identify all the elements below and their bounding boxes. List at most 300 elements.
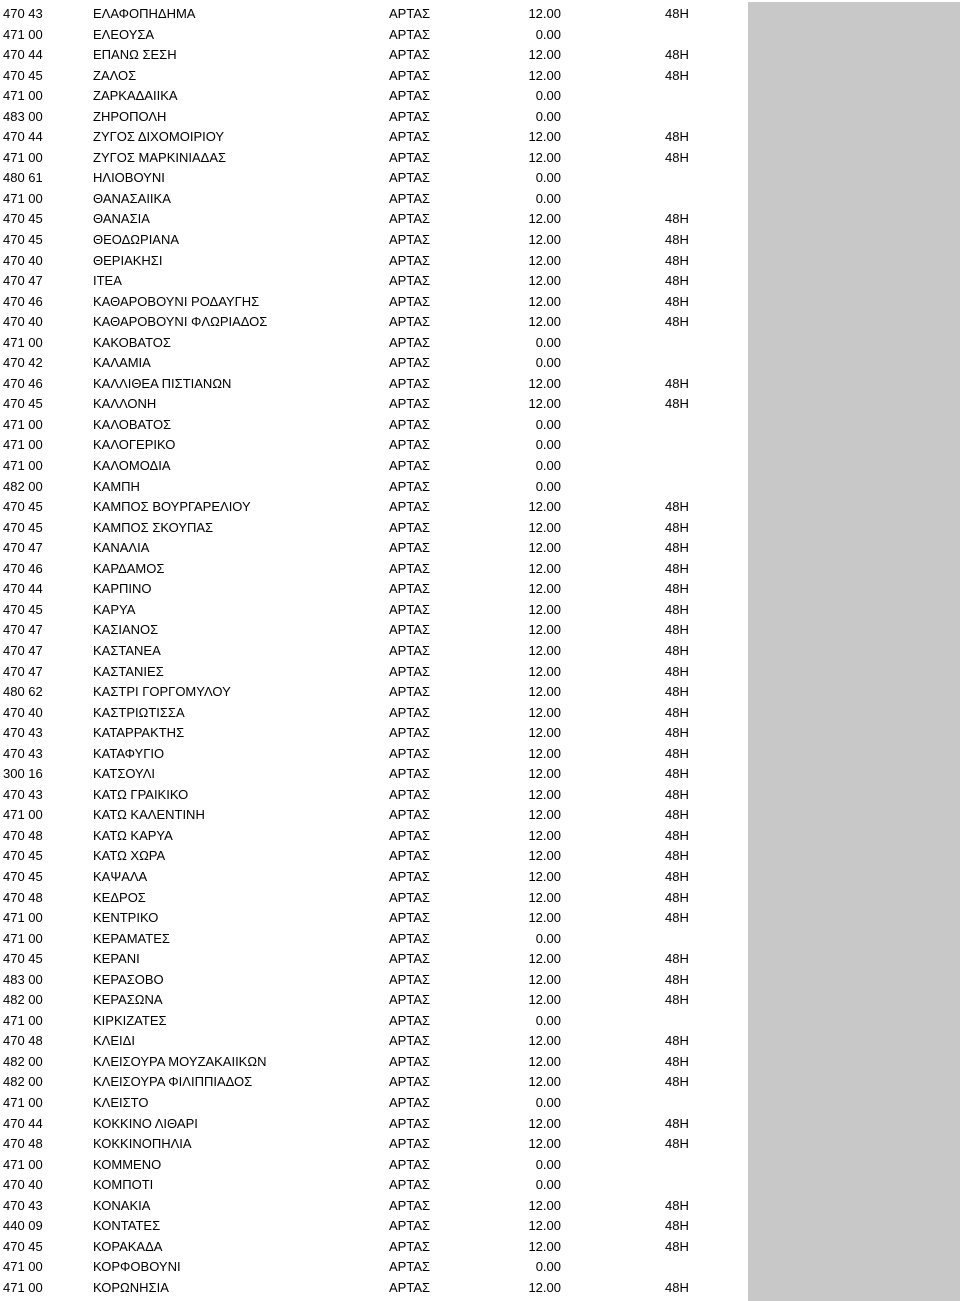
table-row xyxy=(0,1093,746,1114)
delivery-time-cell: 48Η xyxy=(665,273,689,289)
prefecture-cell: ΑΡΤΑΣ xyxy=(389,560,431,576)
prefecture-cell: ΑΡΤΑΣ xyxy=(389,129,431,145)
delivery-time-cell: 48Η xyxy=(665,314,689,330)
place-name-cell: ΚΟΝΑΚΙΑ xyxy=(93,1197,151,1213)
postal-code-cell: 300 16 xyxy=(3,766,43,782)
place-name-cell: ΚΑΛΑΜΙΑ xyxy=(93,355,151,371)
postal-code-cell: 470 44 xyxy=(3,47,43,63)
place-name-cell: ΚΟΚΚΙΝΟΠΗΛΙΑ xyxy=(93,1136,192,1152)
delivery-time-cell: 48Η xyxy=(665,951,689,967)
table-row xyxy=(0,805,746,826)
delivery-time-cell: 48Η xyxy=(665,766,689,782)
place-name-cell: ΚΑΝΑΛΙΑ xyxy=(93,540,150,556)
postal-code-cell: 471 00 xyxy=(3,1279,43,1295)
price-cell: 12.00 xyxy=(528,642,561,658)
price-cell: 12.00 xyxy=(528,499,561,515)
side-panel xyxy=(748,2,960,1301)
prefecture-cell: ΑΡΤΑΣ xyxy=(389,1033,431,1049)
postal-code-cell: 470 43 xyxy=(3,1197,43,1213)
price-cell: 12.00 xyxy=(528,601,561,617)
price-cell: 12.00 xyxy=(528,47,561,63)
prefecture-cell: ΑΡΤΑΣ xyxy=(389,232,431,248)
postal-code-cell: 470 43 xyxy=(3,786,43,802)
price-cell: 12.00 xyxy=(528,149,561,165)
prefecture-cell: ΑΡΤΑΣ xyxy=(389,601,431,617)
table-row xyxy=(0,908,746,929)
prefecture-cell: ΑΡΤΑΣ xyxy=(389,375,431,391)
table-row xyxy=(0,600,746,621)
table-row xyxy=(0,970,746,991)
place-name-cell: ΚΑΘΑΡΟΒΟΥΝΙ ΡΟΔΑΥΓΗΣ xyxy=(93,293,260,309)
price-cell: 12.00 xyxy=(528,786,561,802)
table-row xyxy=(0,1278,746,1299)
prefecture-cell: ΑΡΤΑΣ xyxy=(389,725,431,741)
price-cell: 0.00 xyxy=(535,478,561,494)
delivery-time-cell: 48Η xyxy=(665,375,689,391)
postal-code-cell: 470 46 xyxy=(3,293,43,309)
price-cell: 0.00 xyxy=(535,190,561,206)
postal-code-cell: 482 00 xyxy=(3,1074,43,1090)
table-row xyxy=(0,230,746,251)
price-cell: 12.00 xyxy=(528,889,561,905)
place-name-cell: ΚΑΤΩ ΧΩΡΑ xyxy=(93,848,166,864)
delivery-time-cell: 48Η xyxy=(665,252,689,268)
price-cell: 12.00 xyxy=(528,560,561,576)
price-cell: 12.00 xyxy=(528,1115,561,1131)
postal-code-cell: 470 40 xyxy=(3,314,43,330)
postal-code-cell: 483 00 xyxy=(3,108,43,124)
table-row xyxy=(0,1114,746,1135)
price-cell: 12.00 xyxy=(528,704,561,720)
price-cell: 0.00 xyxy=(535,26,561,42)
postal-code-cell: 470 40 xyxy=(3,704,43,720)
place-name-cell: ΘΕΡΙΑΚΗΣΙ xyxy=(93,252,163,268)
prefecture-cell: ΑΡΤΑΣ xyxy=(389,889,431,905)
postal-code-cell: 470 40 xyxy=(3,252,43,268)
postal-code-cell: 470 45 xyxy=(3,211,43,227)
place-name-cell: ΚΑΤΣΟΥΛΙ xyxy=(93,766,156,782)
prefecture-cell: ΑΡΤΑΣ xyxy=(389,1094,431,1110)
table-row xyxy=(0,641,746,662)
prefecture-cell: ΑΡΤΑΣ xyxy=(389,6,431,21)
table-row xyxy=(0,1072,746,1093)
prefecture-cell: ΑΡΤΑΣ xyxy=(389,47,431,63)
delivery-time-cell: 48Η xyxy=(665,622,689,638)
place-name-cell: ΚΟΜΠΟΤΙ xyxy=(93,1177,154,1193)
postal-code-cell: 470 45 xyxy=(3,396,43,412)
delivery-time-cell: 48Η xyxy=(665,786,689,802)
place-name-cell: ΚΑΣΤΑΝΕΑ xyxy=(93,642,161,658)
table-row xyxy=(0,990,746,1011)
price-cell: 12.00 xyxy=(528,232,561,248)
prefecture-cell: ΑΡΤΑΣ xyxy=(389,1156,431,1172)
price-cell: 0.00 xyxy=(535,416,561,432)
place-name-cell: ΚΑΛΟΓΕΡΙΚΟ xyxy=(93,437,176,453)
postal-code-cell: 470 44 xyxy=(3,581,43,597)
place-name-cell: ΚΛΕΙΣΟΥΡΑ ΜΟΥΖΑΚΑΙΙΚΩΝ xyxy=(93,1053,267,1069)
delivery-time-cell: 48Η xyxy=(665,560,689,576)
prefecture-cell: ΑΡΤΑΣ xyxy=(389,458,431,474)
prefecture-cell: ΑΡΤΑΣ xyxy=(389,478,431,494)
table-row xyxy=(0,353,746,374)
prefecture-cell: ΑΡΤΑΣ xyxy=(389,437,431,453)
postal-code-cell: 440 09 xyxy=(3,1218,43,1234)
prefecture-cell: ΑΡΤΑΣ xyxy=(389,745,431,761)
table-row xyxy=(0,1011,746,1032)
place-name-cell: ΚΑΡΥΑ xyxy=(93,601,136,617)
postal-code-cell: 470 45 xyxy=(3,848,43,864)
prefecture-cell: ΑΡΤΑΣ xyxy=(389,314,431,330)
postal-code-cell: 471 00 xyxy=(3,416,43,432)
delivery-time-cell: 48Η xyxy=(665,868,689,884)
postal-code-cell: 470 45 xyxy=(3,601,43,617)
postal-code-cell: 471 00 xyxy=(3,1259,43,1275)
place-name-cell: ΚΑΛΟΒΑΤΟΣ xyxy=(93,416,172,432)
prefecture-cell: ΑΡΤΑΣ xyxy=(389,108,431,124)
place-name-cell: ΗΛΙΟΒΟΥΝΙ xyxy=(93,170,165,186)
table-row xyxy=(0,846,746,867)
place-name-cell: ΚΕΡΑΣΩΝΑ xyxy=(93,992,163,1008)
price-cell: 0.00 xyxy=(535,1156,561,1172)
postal-code-cell: 470 45 xyxy=(3,1238,43,1254)
delivery-time-cell: 48Η xyxy=(665,889,689,905)
delivery-time-cell: 48Η xyxy=(665,232,689,248)
postal-code-cell: 471 00 xyxy=(3,1094,43,1110)
price-cell: 12.00 xyxy=(528,1238,561,1254)
table-row xyxy=(0,1155,746,1176)
price-cell: 12.00 xyxy=(528,868,561,884)
table-row xyxy=(0,1237,746,1258)
prefecture-cell: ΑΡΤΑΣ xyxy=(389,1218,431,1234)
delivery-time-cell: 48Η xyxy=(665,848,689,864)
postal-code-cell: 470 45 xyxy=(3,519,43,535)
place-name-cell: ΚΟΡΦΟΒΟΥΝΙ xyxy=(93,1259,181,1275)
delivery-time-cell: 48Η xyxy=(665,581,689,597)
prefecture-cell: ΑΡΤΑΣ xyxy=(389,88,431,104)
table-row xyxy=(0,1216,746,1237)
prefecture-cell: ΑΡΤΑΣ xyxy=(389,1238,431,1254)
place-name-cell: ΚΑΡΔΑΜΟΣ xyxy=(93,560,165,576)
table-row xyxy=(0,1175,746,1196)
postal-code-cell: 471 00 xyxy=(3,437,43,453)
place-name-cell: ΚΕΔΡΟΣ xyxy=(93,889,146,905)
postal-code-cell: 470 45 xyxy=(3,232,43,248)
table-row xyxy=(0,1257,746,1278)
postal-code-cell: 470 46 xyxy=(3,375,43,391)
place-name-cell: ΚΑΜΠΟΣ ΣΚΟΥΠΑΣ xyxy=(93,519,214,535)
table-row xyxy=(0,785,746,806)
price-cell: 0.00 xyxy=(535,1259,561,1275)
place-name-cell: ΘΑΝΑΣΙΑ xyxy=(93,211,150,227)
place-name-cell: ΚΑΣΙΑΝΟΣ xyxy=(93,622,159,638)
delivery-time-cell: 48Η xyxy=(665,971,689,987)
table-row xyxy=(0,333,746,354)
price-cell: 12.00 xyxy=(528,211,561,227)
prefecture-cell: ΑΡΤΑΣ xyxy=(389,971,431,987)
table-row xyxy=(0,662,746,683)
prefecture-cell: ΑΡΤΑΣ xyxy=(389,67,431,83)
table-row xyxy=(0,703,746,724)
prefecture-cell: ΑΡΤΑΣ xyxy=(389,930,431,946)
prefecture-cell: ΑΡΤΑΣ xyxy=(389,1074,431,1090)
place-name-cell: ΚΛΕΙΔΙ xyxy=(93,1033,135,1049)
prefecture-cell: ΑΡΤΑΣ xyxy=(389,1053,431,1069)
postal-code-cell: 471 00 xyxy=(3,149,43,165)
postal-table xyxy=(0,4,746,1298)
delivery-time-cell: 48Η xyxy=(665,540,689,556)
price-cell: 0.00 xyxy=(535,1177,561,1193)
table-row xyxy=(0,66,746,87)
prefecture-cell: ΑΡΤΑΣ xyxy=(389,334,431,350)
postal-code-cell: 471 00 xyxy=(3,190,43,206)
price-cell: 12.00 xyxy=(528,1218,561,1234)
place-name-cell: ΚΑΤΩ ΚΑΡΥΑ xyxy=(93,827,173,843)
place-name-cell: ΖΥΓΟΣ ΔΙΧΟΜΟΙΡΙΟΥ xyxy=(93,129,225,145)
postal-code-cell: 470 45 xyxy=(3,67,43,83)
place-name-cell: ΚΑΡΠΙΝΟ xyxy=(93,581,152,597)
delivery-time-cell: 48Η xyxy=(665,910,689,926)
prefecture-cell: ΑΡΤΑΣ xyxy=(389,704,431,720)
postal-code-cell: 470 43 xyxy=(3,6,43,21)
price-cell: 12.00 xyxy=(528,971,561,987)
table-row xyxy=(0,1031,746,1052)
prefecture-cell: ΑΡΤΑΣ xyxy=(389,848,431,864)
price-cell: 12.00 xyxy=(528,807,561,823)
delivery-time-cell: 48Η xyxy=(665,519,689,535)
prefecture-cell: ΑΡΤΑΣ xyxy=(389,273,431,289)
postal-code-cell: 470 48 xyxy=(3,1136,43,1152)
price-cell: 12.00 xyxy=(528,848,561,864)
place-name-cell: ΚΑΨΑΛΑ xyxy=(93,868,148,884)
postal-code-cell: 470 45 xyxy=(3,951,43,967)
postal-code-cell: 470 48 xyxy=(3,827,43,843)
postal-code-cell: 470 44 xyxy=(3,1115,43,1131)
price-cell: 12.00 xyxy=(528,663,561,679)
postal-code-cell: 470 43 xyxy=(3,745,43,761)
price-cell: 0.00 xyxy=(535,1094,561,1110)
price-cell: 12.00 xyxy=(528,314,561,330)
place-name-cell: ΕΠΑΝΩ ΣΕΣΗ xyxy=(93,47,177,63)
postal-code-cell: 480 62 xyxy=(3,684,43,700)
price-cell: 0.00 xyxy=(535,458,561,474)
prefecture-cell: ΑΡΤΑΣ xyxy=(389,581,431,597)
table-row xyxy=(0,312,746,333)
prefecture-cell: ΑΡΤΑΣ xyxy=(389,499,431,515)
table-row xyxy=(0,25,746,46)
prefecture-cell: ΑΡΤΑΣ xyxy=(389,786,431,802)
place-name-cell: ΚΟΡΩΝΗΣΙΑ xyxy=(93,1279,169,1295)
price-cell: 12.00 xyxy=(528,540,561,556)
postal-code-cell: 471 00 xyxy=(3,910,43,926)
prefecture-cell: ΑΡΤΑΣ xyxy=(389,766,431,782)
price-cell: 12.00 xyxy=(528,1053,561,1069)
price-cell: 12.00 xyxy=(528,951,561,967)
postal-code-cell: 480 61 xyxy=(3,170,43,186)
place-name-cell: ΚΟΜΜΕΝΟ xyxy=(93,1156,162,1172)
delivery-time-cell: 48Η xyxy=(665,499,689,515)
price-cell: 12.00 xyxy=(528,1197,561,1213)
place-name-cell: ΚΑΘΑΡΟΒΟΥΝΙ ΦΛΩΡΙΑΔΟΣ xyxy=(93,314,268,330)
price-cell: 12.00 xyxy=(528,910,561,926)
price-cell: 12.00 xyxy=(528,992,561,1008)
table-row xyxy=(0,559,746,580)
place-name-cell: ΚΟΝΤΑΤΕΣ xyxy=(93,1218,161,1234)
place-name-cell: ΖΑΛΟΣ xyxy=(93,67,137,83)
delivery-time-cell: 48Η xyxy=(665,684,689,700)
table-row xyxy=(0,86,746,107)
price-cell: 12.00 xyxy=(528,273,561,289)
price-cell: 0.00 xyxy=(535,930,561,946)
postal-code-cell: 470 40 xyxy=(3,1177,43,1193)
place-name-cell: ΚΑΚΟΒΑΤΟΣ xyxy=(93,334,171,350)
postal-code-cell: 483 00 xyxy=(3,971,43,987)
delivery-time-cell: 48Η xyxy=(665,1053,689,1069)
prefecture-cell: ΑΡΤΑΣ xyxy=(389,663,431,679)
prefecture-cell: ΑΡΤΑΣ xyxy=(389,190,431,206)
prefecture-cell: ΑΡΤΑΣ xyxy=(389,1136,431,1152)
price-cell: 12.00 xyxy=(528,6,561,21)
table-row xyxy=(0,723,746,744)
table-row xyxy=(0,1134,746,1155)
table-row xyxy=(0,1196,746,1217)
prefecture-cell: ΑΡΤΑΣ xyxy=(389,396,431,412)
prefecture-cell: ΑΡΤΑΣ xyxy=(389,211,431,227)
delivery-time-cell: 48Η xyxy=(665,642,689,658)
place-name-cell: ΚΑΛΟΜΟΔΙΑ xyxy=(93,458,171,474)
price-cell: 12.00 xyxy=(528,252,561,268)
price-cell: 12.00 xyxy=(528,827,561,843)
postal-code-cell: 471 00 xyxy=(3,930,43,946)
price-cell: 12.00 xyxy=(528,1033,561,1049)
prefecture-cell: ΑΡΤΑΣ xyxy=(389,807,431,823)
price-cell: 0.00 xyxy=(535,334,561,350)
place-name-cell: ΚΑΣΤΡΙ ΓΟΡΓΟΜΥΛΟΥ xyxy=(93,684,231,700)
price-cell: 12.00 xyxy=(528,129,561,145)
delivery-time-cell: 48Η xyxy=(665,745,689,761)
place-name-cell: ΚΑΣΤΡΙΩΤΙΣΣΑ xyxy=(93,704,185,720)
place-name-cell: ΚΛΕΙΣΟΥΡΑ ΦΙΛΙΠΠΙΑΔΟΣ xyxy=(93,1074,253,1090)
place-name-cell: ΚΕΡΑΣΟΒΟ xyxy=(93,971,164,987)
delivery-time-cell: 48Η xyxy=(665,47,689,63)
place-name-cell: ΚΑΛΛΙΘΕΑ ΠΙΣΤΙΑΝΩΝ xyxy=(93,375,232,391)
table-row xyxy=(0,826,746,847)
table-row xyxy=(0,4,746,25)
prefecture-cell: ΑΡΤΑΣ xyxy=(389,910,431,926)
prefecture-cell: ΑΡΤΑΣ xyxy=(389,26,431,42)
table-row xyxy=(0,518,746,539)
postal-code-cell: 470 47 xyxy=(3,663,43,679)
place-name-cell: ΚΑΤΑΦΥΓΙΟ xyxy=(93,745,165,761)
place-name-cell: ΚΑΤΩ ΚΑΛΕΝΤΙΝΗ xyxy=(93,807,205,823)
postal-code-cell: 482 00 xyxy=(3,478,43,494)
table-row xyxy=(0,374,746,395)
prefecture-cell: ΑΡΤΑΣ xyxy=(389,1259,431,1275)
prefecture-cell: ΑΡΤΑΣ xyxy=(389,540,431,556)
prefecture-cell: ΑΡΤΑΣ xyxy=(389,622,431,638)
table-row xyxy=(0,497,746,518)
postal-code-cell: 471 00 xyxy=(3,807,43,823)
price-cell: 12.00 xyxy=(528,581,561,597)
price-cell: 0.00 xyxy=(535,88,561,104)
prefecture-cell: ΑΡΤΑΣ xyxy=(389,293,431,309)
table-row xyxy=(0,415,746,436)
place-name-cell: ΖΗΡΟΠΟΛΗ xyxy=(93,108,167,124)
prefecture-cell: ΑΡΤΑΣ xyxy=(389,642,431,658)
delivery-time-cell: 48Η xyxy=(665,1238,689,1254)
price-cell: 0.00 xyxy=(535,108,561,124)
prefecture-cell: ΑΡΤΑΣ xyxy=(389,868,431,884)
delivery-time-cell: 48Η xyxy=(665,396,689,412)
delivery-time-cell: 48Η xyxy=(665,211,689,227)
postal-code-cell: 470 45 xyxy=(3,868,43,884)
prefecture-cell: ΑΡΤΑΣ xyxy=(389,149,431,165)
prefecture-cell: ΑΡΤΑΣ xyxy=(389,1177,431,1193)
delivery-time-cell: 48Η xyxy=(665,807,689,823)
table-row xyxy=(0,888,746,909)
table-row xyxy=(0,929,746,950)
place-name-cell: ΖΥΓΟΣ ΜΑΡΚΙΝΙΑΔΑΣ xyxy=(93,149,227,165)
price-cell: 12.00 xyxy=(528,1074,561,1090)
postal-code-cell: 471 00 xyxy=(3,1156,43,1172)
price-cell: 12.00 xyxy=(528,622,561,638)
delivery-time-cell: 48Η xyxy=(665,725,689,741)
postal-code-cell: 471 00 xyxy=(3,334,43,350)
postal-code-cell: 470 45 xyxy=(3,499,43,515)
delivery-time-cell: 48Η xyxy=(665,129,689,145)
prefecture-cell: ΑΡΤΑΣ xyxy=(389,170,431,186)
postal-code-cell: 470 46 xyxy=(3,560,43,576)
prefecture-cell: ΑΡΤΑΣ xyxy=(389,827,431,843)
postal-code-cell: 470 48 xyxy=(3,1033,43,1049)
prefecture-cell: ΑΡΤΑΣ xyxy=(389,1012,431,1028)
place-name-cell: ΚΛΕΙΣΤΟ xyxy=(93,1094,149,1110)
table-row xyxy=(0,148,746,169)
price-cell: 12.00 xyxy=(528,766,561,782)
price-cell: 12.00 xyxy=(528,396,561,412)
price-cell: 12.00 xyxy=(528,1136,561,1152)
delivery-time-cell: 48Η xyxy=(665,1033,689,1049)
postal-code-cell: 471 00 xyxy=(3,1012,43,1028)
place-name-cell: ΚΑΜΠΟΣ ΒΟΥΡΓΑΡΕΛΙΟΥ xyxy=(93,499,251,515)
place-name-cell: ΙΤΕΑ xyxy=(93,273,122,289)
postal-code-cell: 470 42 xyxy=(3,355,43,371)
prefecture-cell: ΑΡΤΑΣ xyxy=(389,1115,431,1131)
place-name-cell: ΚΕΝΤΡΙΚΟ xyxy=(93,910,159,926)
price-cell: 12.00 xyxy=(528,684,561,700)
postal-code-cell: 471 00 xyxy=(3,458,43,474)
table-row xyxy=(0,292,746,313)
delivery-time-cell: 48Η xyxy=(665,1218,689,1234)
place-name-cell: ΚΑΤΑΡΡΑΚΤΗΣ xyxy=(93,725,185,741)
prefecture-cell: ΑΡΤΑΣ xyxy=(389,992,431,1008)
price-cell: 0.00 xyxy=(535,437,561,453)
price-cell: 12.00 xyxy=(528,375,561,391)
table-row xyxy=(0,867,746,888)
table-row xyxy=(0,251,746,272)
delivery-time-cell: 48Η xyxy=(665,293,689,309)
delivery-time-cell: 48Η xyxy=(665,992,689,1008)
postal-code-cell: 470 47 xyxy=(3,273,43,289)
postal-code-cell: 470 44 xyxy=(3,129,43,145)
postal-code-cell: 482 00 xyxy=(3,992,43,1008)
prefecture-cell: ΑΡΤΑΣ xyxy=(389,684,431,700)
table-row xyxy=(0,538,746,559)
prefecture-cell: ΑΡΤΑΣ xyxy=(389,355,431,371)
place-name-cell: ΘΕΟΔΩΡΙΑΝΑ xyxy=(93,232,180,248)
price-cell: 12.00 xyxy=(528,67,561,83)
delivery-time-cell: 48Η xyxy=(665,1279,689,1295)
postal-code-cell: 471 00 xyxy=(3,88,43,104)
